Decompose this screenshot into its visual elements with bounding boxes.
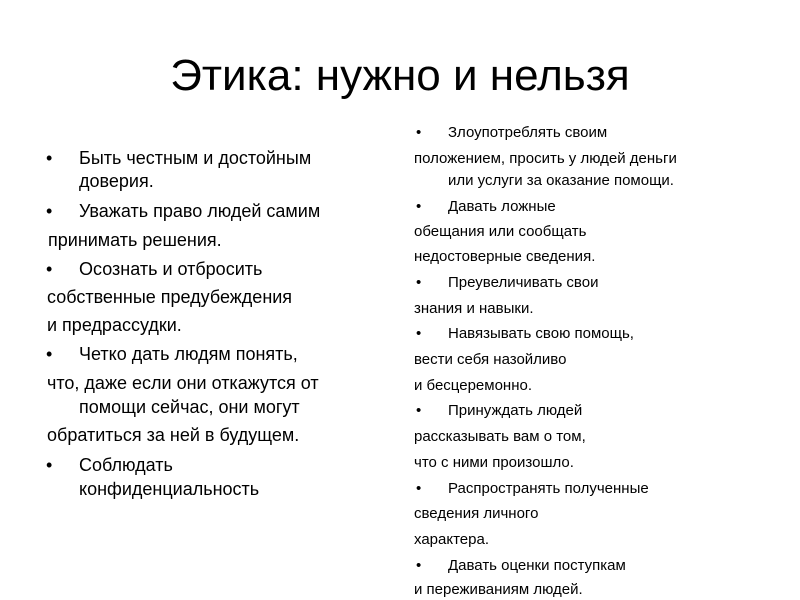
list-item-text: принимать решения. <box>48 230 222 250</box>
list-item-text: Уважать право людей самим <box>79 201 321 221</box>
list-item-text: Распространять полученные <box>448 480 649 497</box>
list-item-text: характера. <box>414 531 489 548</box>
bullet-icon: • <box>416 557 422 574</box>
list-item-text: Четко дать людям понять, <box>79 344 298 364</box>
list-item-text: вести себя назойливо <box>414 351 567 368</box>
list-item-text: доверия. <box>79 171 154 191</box>
list-item-text: и переживаниям людей. <box>414 581 583 598</box>
bullet-icon: • <box>416 480 422 497</box>
list-item-text: собственные предубеждения <box>47 287 293 307</box>
bullet-icon: • <box>416 325 422 342</box>
bullet-icon: • <box>46 344 53 364</box>
bullet-icon: • <box>416 198 422 215</box>
list-item-text: обратиться за ней в будущем. <box>47 425 300 445</box>
list-item-text: знания и навыки. <box>414 300 534 317</box>
bullet-icon: • <box>46 148 53 168</box>
list-item-text: помощи сейчас, они могут <box>79 397 300 417</box>
list-item-text: Быть честным и достойным <box>79 148 312 168</box>
list-item-text: рассказывать вам о том, <box>414 428 586 445</box>
list-item-text: сведения личного <box>414 505 539 522</box>
list-item-text: что, даже если они откажутся от <box>47 373 319 393</box>
bullet-icon: • <box>416 274 422 291</box>
bullet-icon: • <box>46 259 53 279</box>
list-item-text: Осознать и отбросить <box>79 259 263 279</box>
list-item-text: обещания или сообщать <box>414 223 587 240</box>
list-item-text: или услуги за оказание помощи. <box>448 172 674 189</box>
list-item-text: и предрассудки. <box>47 315 182 335</box>
list-item-text: конфиденциальность <box>79 479 260 499</box>
list-item-text: Принуждать людей <box>448 402 583 419</box>
list-item-text: Давать ложные <box>448 198 556 215</box>
list-item-text: Злоупотреблять своим <box>448 124 608 141</box>
list-item-text: Навязывать свою помощь, <box>448 325 634 342</box>
bullet-icon: • <box>46 201 53 221</box>
list-item-text: Преувеличивать свои <box>448 274 599 291</box>
list-item-text: недостоверные сведения. <box>414 248 596 265</box>
list-item-text: Давать оценки поступкам <box>448 557 626 574</box>
list-item-text: Соблюдать <box>79 455 173 475</box>
bullet-icon: • <box>416 124 422 141</box>
slide-title: Этика: нужно и нельзя <box>170 51 630 100</box>
list-item-text: положением, просить у людей деньги <box>414 150 677 167</box>
bullet-icon: • <box>416 402 422 419</box>
list-item-text: и бесцеремонно. <box>414 377 532 394</box>
list-item-text: что с ними произошло. <box>414 454 574 471</box>
bullet-icon: • <box>46 455 53 475</box>
